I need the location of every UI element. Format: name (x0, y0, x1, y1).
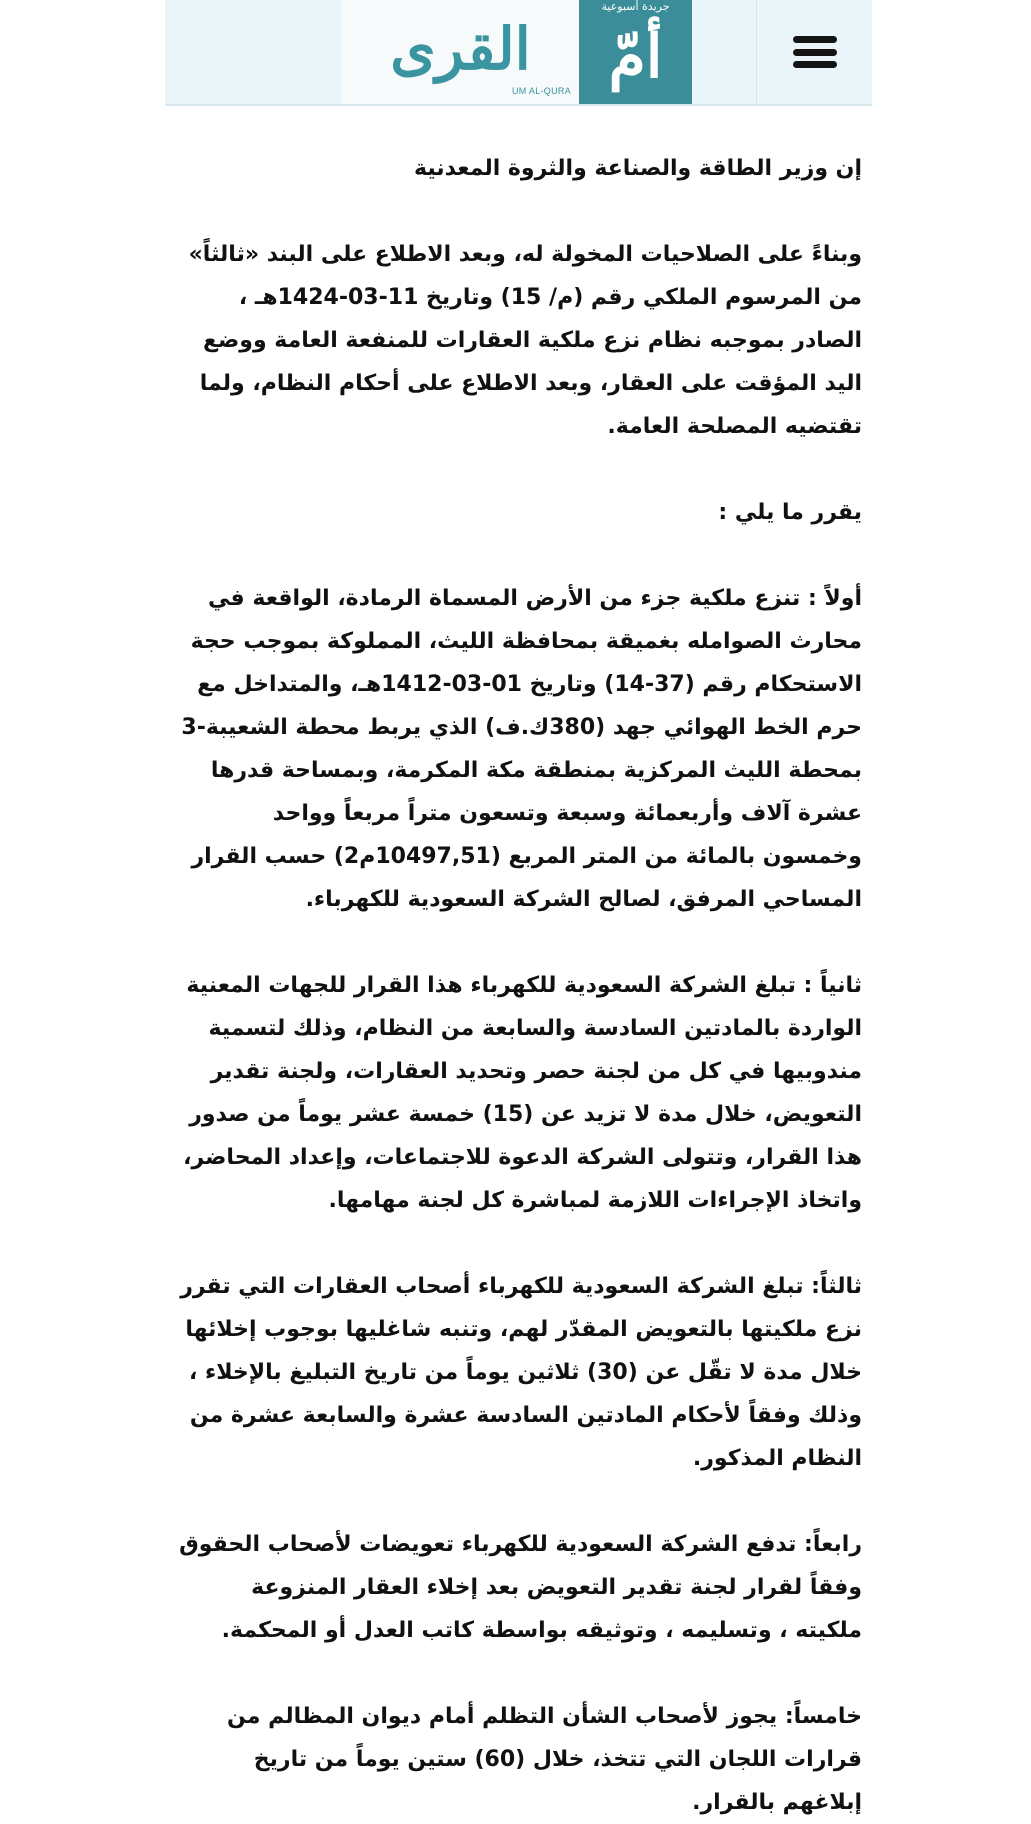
article-paragraph: رابعاً: تدفع الشركة السعودية للكهرباء تعويضات لأصحاب الحقوق وفقاً لقرار لجنة تقدير التعويض بعد إخلاء العقار المنزوعة ملكيته ، وتسليمه ، وتوثيقه بواسطة كاتب العدل أو المحكمة. (179, 1532, 862, 1643)
logo-name: القرى (390, 15, 531, 83)
article-paragraph: ثالثاً: تبلغ الشركة السعودية للكهرباء أصحاب العقارات التي تقرر نزع ملكيتها بالتعويض المقدّر لهم، وتنبه شاغليها بوجوب إخلائها خلال مدة لا تقّل عن (30) ثلاثين يوماً من تاريخ التبليغ بالإخلاء ، وذلك وفقاً لأحكام المادتين السادسة عشرة والسابعة عشرة من النظام المذكور. (180, 1274, 862, 1471)
site-logo[interactable] (342, 0, 692, 104)
article-paragraph: إن وزير الطاقة والصناعة والثروة المعدنية (414, 156, 862, 181)
menu-bar (793, 36, 837, 43)
article-paragraph: وبناءً على الصلاحيات المخولة له، وبعد الاطلاع على البند «ثالثاً» من المرسوم الملكي رقم (م/ 15) وتاريخ 11-03-1424هـ ، الصادر بموجبه نظام نزع ملكية العقارات للمنفعة العامة ووضع اليد المؤقت على العقار، وبعد الاطلاع على أحكام النظام، ولما تقتضيه المصلحة العامة. (188, 242, 862, 439)
logo-tagline: جريدة أسبوعية (601, 0, 670, 13)
article-body (178, 147, 862, 1824)
logo-wordmark (342, 0, 579, 104)
hamburger-menu-icon[interactable] (793, 36, 837, 68)
menu-bar (793, 49, 837, 56)
menu-area (756, 0, 872, 104)
logo-latin-name: UM AL-QURA (511, 86, 571, 96)
logo-mark-text: أمّ (608, 22, 663, 92)
site-header (165, 0, 872, 106)
article-paragraph: أولاً : تنزع ملكية جزء من الأرض المسماة الرمادة، الواقعة في محارث الصوامله بغميقة بمحافظة الليث، المملوكة بموجب حجة الاستحكام رقم (37-14) وتاريخ 01-03-1412هـ، والمتداخل مع حرم الخط الهوائي جهد (380ك.ف) الذي يربط محطة الشعيبة-3 بمحطة الليث المركزية بمنطقة مكة المكرمة، وبمساحة قدرها عشرة آلاف وأربعمائة وسبعة وتسعون متراً مربعاً وواحد وخمسون بالمائة من المتر المربع (10497,51م2) حسب القرار المساحي المرفق، لصالح الشركة السعودية للكهرباء. (181, 586, 862, 912)
article-paragraph: ثانياً : تبلغ الشركة السعودية للكهرباء هذا القرار للجهات المعنية الواردة بالمادتين السادسة والسابعة من النظام، وذلك لتسمية مندوبيها في كل من لجنة حصر وتحديد العقارات، ولجنة تقدير التعويض، خلال مدة لا تزيد عن (15) خمسة عشر يوماً من صدور هذا القرار، وتتولى الشركة الدعوة للاجتماعات، وإعداد المحاضر، واتخاذ الإجراءات اللازمة لمباشرة كل لجنة مهامها. (183, 973, 862, 1213)
logo-mark (579, 0, 692, 104)
article-paragraph: خامساً: يجوز لأصحاب الشأن التظلم أمام ديوان المظالم من قرارات اللجان التي تتخذ، خلال (60) ستين يوماً من تاريخ إبلاغهم بالقرار. (227, 1704, 862, 1815)
menu-bar (793, 61, 837, 68)
article-paragraph: يقرر ما يلي : (718, 500, 862, 525)
